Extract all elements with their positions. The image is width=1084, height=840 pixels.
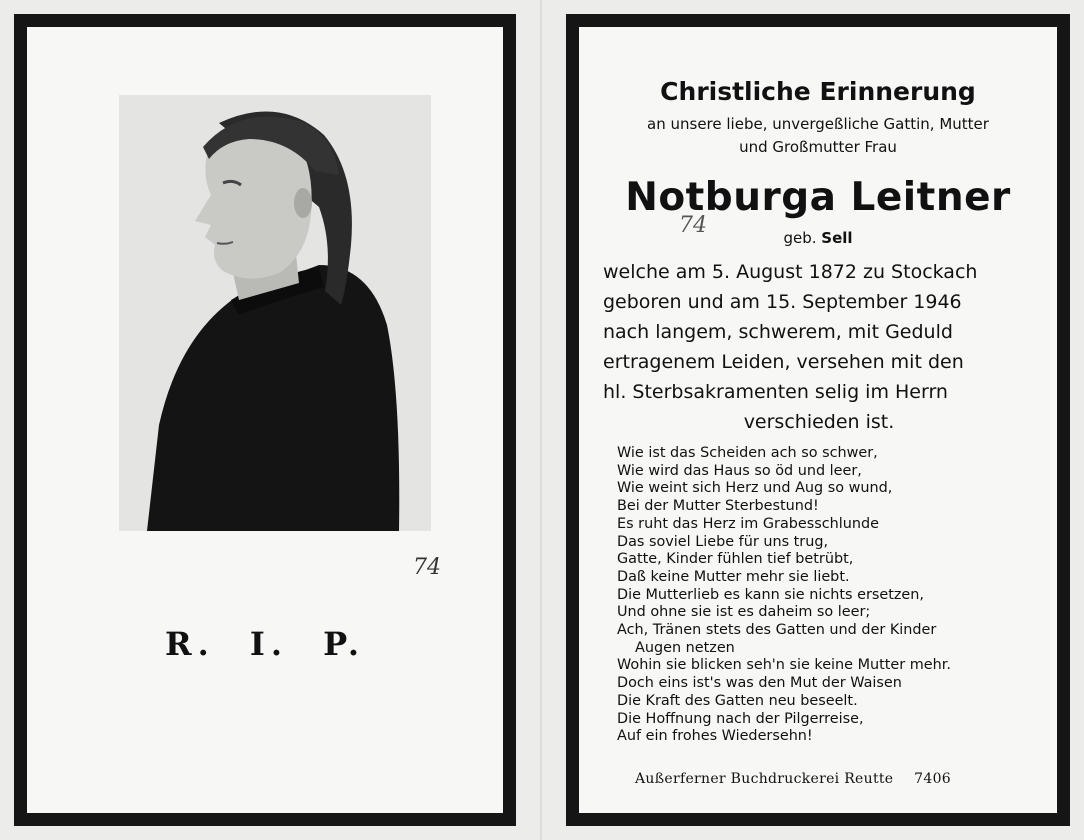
poem-line: Und ohne sie ist es daheim so leer; bbox=[617, 604, 871, 621]
poem-line: Ach, Tränen stets des Gatten und der Kinder bbox=[617, 622, 937, 639]
poem-line: Die Kraft des Gatten neu beseelt. bbox=[617, 692, 858, 709]
printer-number: 7406 bbox=[914, 771, 951, 787]
body-line: geboren und am 15. September 1946 bbox=[603, 291, 962, 313]
maiden-name bbox=[579, 229, 1057, 247]
printer-name: Außerferner Buchdruckerei Reutte bbox=[635, 771, 894, 787]
poem-line: Wie weint sich Herz und Aug so wund, bbox=[617, 480, 893, 497]
card-title: Christliche Erinnerung bbox=[660, 77, 976, 106]
portrait-photo bbox=[119, 95, 431, 531]
memorial-poem bbox=[617, 445, 1043, 746]
poem-line: Wie wird das Haus so öd und leer, bbox=[617, 462, 862, 479]
poem-line: Daß keine Mutter mehr sie liebt. bbox=[617, 568, 850, 585]
pencil-note: 74 bbox=[679, 213, 707, 238]
poem-line: Bei der Mutter Sterbestund! bbox=[617, 498, 819, 515]
poem-line: Augen netzen bbox=[635, 639, 735, 656]
poem-line: Die Hoffnung nach der Pilgerreise, bbox=[617, 710, 864, 727]
poem-line: Wie ist das Scheiden ach so schwer, bbox=[617, 445, 878, 461]
handwritten-note: 74 bbox=[413, 555, 441, 580]
poem-line: Auf ein frohes Wiedersehn! bbox=[617, 728, 813, 745]
deceased-name: Notburga Leitner bbox=[625, 175, 1011, 220]
poem-line: Die Mutterlieb es kann sie nichts ersetzen, bbox=[617, 586, 924, 603]
body-line: nach langem, schwerem, mit Geduld bbox=[603, 321, 953, 343]
poem-line: Wohin sie blicken seh'n sie keine Mutter mehr. bbox=[617, 657, 951, 674]
intro-line: und Großmutter Frau bbox=[739, 138, 897, 156]
body-line: welche am 5. August 1872 zu Stockach bbox=[603, 261, 978, 283]
poem-line: Gatte, Kinder fühlen tief betrübt, bbox=[617, 551, 854, 568]
poem-line: Das soviel Liebe für uns trug, bbox=[617, 533, 829, 550]
body-line: hl. Sterbsakramenten selig im Herrn bbox=[603, 381, 948, 403]
card-fold bbox=[540, 0, 542, 840]
right-panel bbox=[566, 14, 1070, 826]
poem-line: Es ruht das Herz im Grabesschlunde bbox=[617, 515, 880, 532]
rip-inscription: R. I. P. bbox=[164, 625, 366, 663]
left-panel bbox=[14, 14, 516, 826]
born-prefix: geb. bbox=[783, 229, 817, 247]
printer-imprint bbox=[635, 771, 951, 787]
obituary-text bbox=[603, 257, 1035, 437]
born-name: Sell bbox=[821, 229, 853, 247]
body-line: ertragenem Leiden, versehen mit den bbox=[603, 351, 964, 373]
poem-line: Doch eins ist's was den Mut der Waisen bbox=[617, 675, 902, 692]
intro-line: an unsere liebe, unvergeßliche Gattin, Mutter bbox=[647, 115, 989, 133]
body-line: verschieden ist. bbox=[743, 411, 895, 433]
intro-text bbox=[593, 113, 1043, 159]
